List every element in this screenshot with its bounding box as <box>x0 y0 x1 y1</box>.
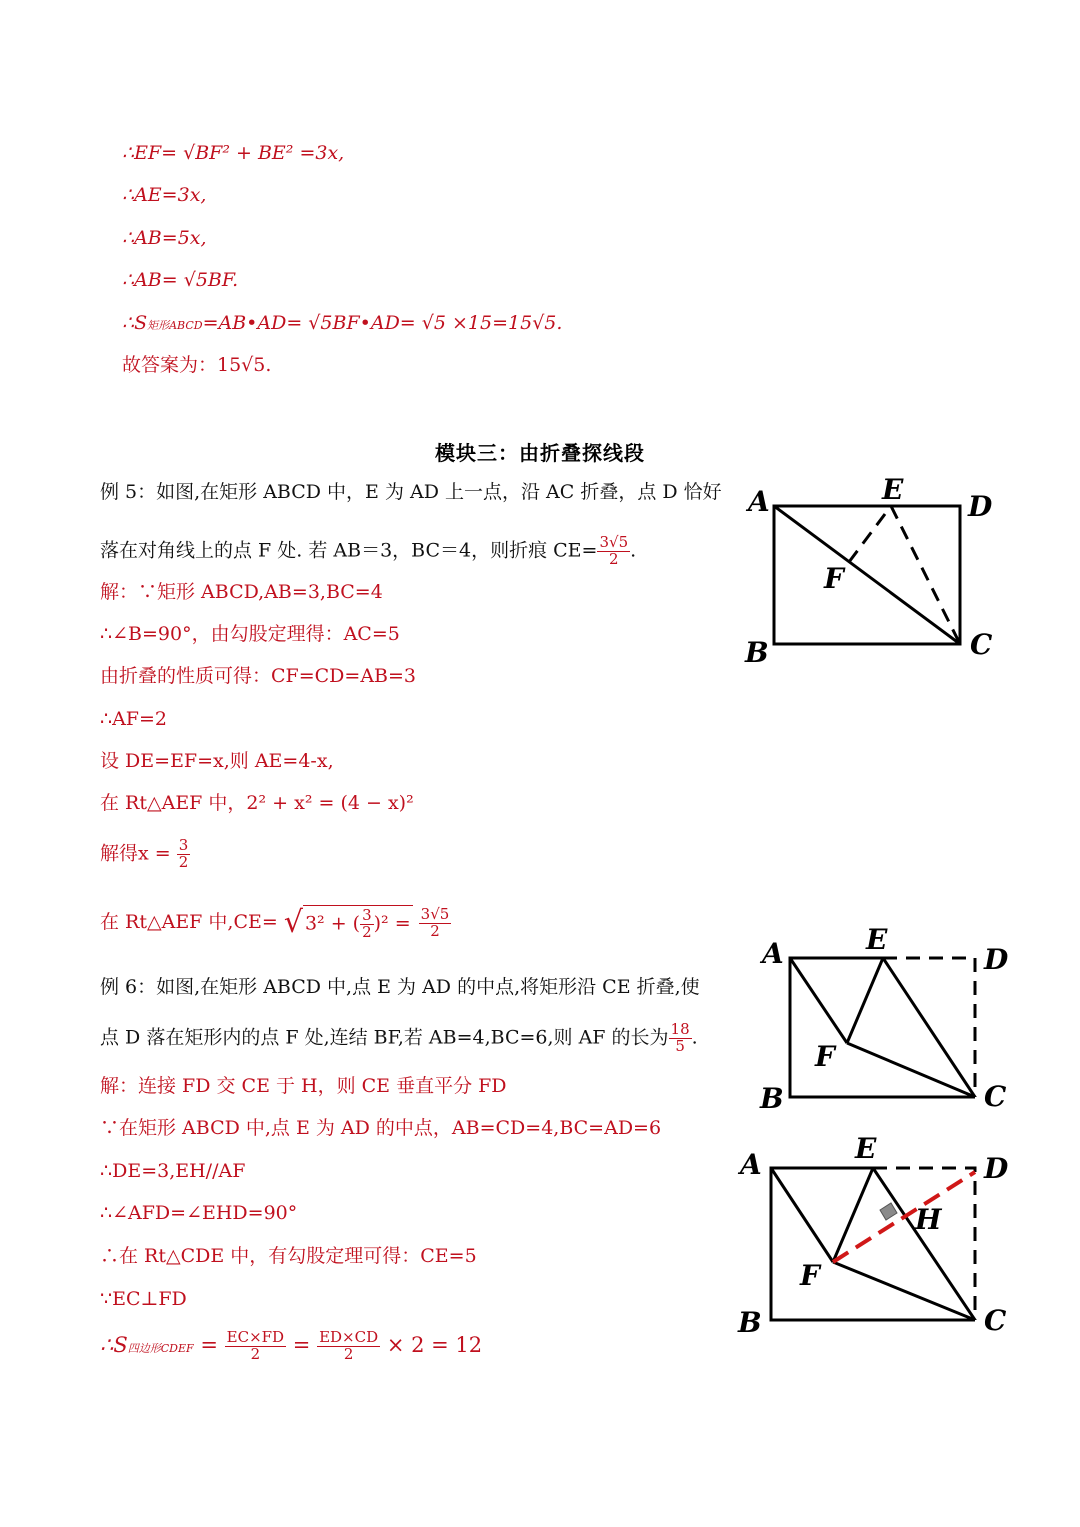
example6-question-line2 <box>100 1022 698 1055</box>
solution-line: 由折叠的性质可得：CF=CD=AB=3 <box>100 665 417 687</box>
fraction-numerator: 3√5 <box>599 533 629 551</box>
solution-line <box>100 838 190 871</box>
fraction-denominator: 2 <box>609 549 619 568</box>
area-subscript: 四边形CDEF <box>127 1341 194 1355</box>
solution-line: ∴∠B=90°，由勾股定理得：AC=5 <box>100 623 400 645</box>
solution-line: 在 Rt△AEF 中，2² + x² = (4 − x)² <box>100 792 414 814</box>
fraction-denominator: 2 <box>178 852 189 871</box>
area-symbol: ∴S <box>122 312 148 334</box>
solution-line: ∴∠AFD=∠EHD=90° <box>100 1202 298 1224</box>
segment-af <box>771 1168 833 1262</box>
area-symbol: ∴S <box>100 1332 128 1357</box>
radical-part: )² = <box>373 912 411 935</box>
segment-fe <box>847 958 883 1043</box>
fraction-numerator: 3 <box>178 836 189 854</box>
question-text: 落在对角线上的点 F 处. 若 AB＝3，BC＝4，则折痕 CE= <box>100 539 598 562</box>
segment-af <box>790 958 847 1043</box>
label-f: F <box>815 1040 835 1073</box>
solution-line: ∴AB= √5BF. <box>122 269 239 291</box>
label-b: B <box>738 1306 762 1339</box>
label-e: E <box>866 923 888 956</box>
fraction-numerator: 3√5 <box>420 904 450 923</box>
label-b: B <box>760 1082 784 1115</box>
solution-line: ∵EC⊥FD <box>100 1288 187 1310</box>
answer-line: 故答案为：15√5. <box>122 354 272 376</box>
question-text: 点 D 落在矩形内的点 F 处,连结 BF,若 AB=4,BC=6,则 AF 的长为 <box>100 1026 669 1049</box>
example6-question-line1: 例 6：如图,在矩形 ABCD 中,点 E 为 AD 的中点,将矩形沿 CE 折叠,使 <box>100 976 700 998</box>
rectangle-solid-sides <box>771 1168 975 1320</box>
section-title: 模块三：由折叠探线段 <box>435 441 645 465</box>
right-angle-mark <box>880 1203 897 1220</box>
area-fraction-2 <box>317 1330 380 1363</box>
example5-figure <box>730 470 1060 670</box>
x-fraction <box>177 838 191 871</box>
radical-sign: √ <box>283 905 303 940</box>
diagonal-ac <box>774 506 960 644</box>
label-f: F <box>800 1259 820 1292</box>
solution-line <box>122 312 562 335</box>
area-fraction-1 <box>225 1330 286 1363</box>
example6-solution-figure <box>735 1130 1025 1340</box>
example5-question-line2 <box>100 535 636 568</box>
solution-line: ∴DE=3,EH//AF <box>100 1160 246 1182</box>
solution-line: ∵在矩形 ABCD 中,点 E 为 AD 的中点，AB=CD=4,BC=AD=6 <box>100 1117 662 1139</box>
fraction-denominator: 2 <box>250 1344 261 1363</box>
label-c: C <box>984 1080 1007 1113</box>
solution-line: ∴AB=5x, <box>122 227 207 249</box>
dashed-ec <box>891 506 960 644</box>
label-a: A <box>762 937 784 970</box>
label-d: D <box>984 1152 1009 1185</box>
equals-sign: = <box>200 1332 218 1357</box>
solution-line: ∴AE=3x, <box>122 184 207 206</box>
dashed-fe <box>849 506 891 562</box>
rectangle-solid-sides <box>790 958 975 1097</box>
solution-line <box>100 1330 482 1363</box>
fraction-numerator: 3 <box>362 906 372 925</box>
solution-line: ∴AF=2 <box>100 708 168 730</box>
radical-body <box>303 905 413 941</box>
label-c: C <box>984 1304 1007 1337</box>
result-fraction <box>419 904 452 940</box>
label-d: D <box>984 943 1009 976</box>
ce-text: 在 Rt△AEF 中,CE= <box>100 911 278 933</box>
radical-part: 3² + ( <box>304 912 361 935</box>
solution-line: ∴EF= √BF² + BE² =3x, <box>122 142 345 164</box>
period: . <box>630 539 637 562</box>
result-text: × 2 = 12 <box>386 1332 483 1357</box>
label-e: E <box>882 473 904 506</box>
fraction-numerator: 18 <box>670 1020 690 1038</box>
solve-text: 解得x = <box>100 842 171 865</box>
area-subscript: 矩形ABCD <box>147 319 203 332</box>
segment-ec <box>873 1168 975 1320</box>
segment-fe <box>833 1168 873 1262</box>
area-expression: =AB•AD= √5BF•AD= √5 ×15=15√5. <box>202 312 563 334</box>
answer-fraction <box>597 535 630 568</box>
answer-fraction <box>669 1022 692 1055</box>
fraction-numerator: ED×CD <box>319 1328 379 1346</box>
label-c: C <box>970 628 993 661</box>
segment-fc <box>833 1262 975 1320</box>
solution-line: 解：连接 FD 交 CE 于 H，则 CE 垂直平分 FD <box>100 1075 507 1097</box>
equals-sign: = <box>292 1332 311 1357</box>
label-a: A <box>748 485 770 518</box>
solution-line: ∴在 Rt△CDE 中，有勾股定理可得：CE=5 <box>100 1245 477 1267</box>
label-e: E <box>855 1132 877 1165</box>
period: . <box>691 1026 698 1049</box>
label-h: H <box>915 1203 942 1236</box>
fraction-denominator: 5 <box>675 1036 685 1055</box>
inner-fraction <box>360 908 374 941</box>
label-f: F <box>824 562 844 595</box>
example5-question-line1: 例 5：如图,在矩形 ABCD 中，E 为 AD 上一点，沿 AC 折叠，点 D 恰好 <box>100 481 722 503</box>
fraction-denominator: 2 <box>343 1344 354 1363</box>
solution-line <box>100 905 451 941</box>
fraction-denominator: 2 <box>430 921 440 940</box>
label-a: A <box>740 1148 762 1181</box>
label-d: D <box>968 490 993 523</box>
solution-line: 设 DE=EF=x,则 AE=4-x, <box>100 750 334 772</box>
example6-figure <box>755 920 1025 1115</box>
fraction-denominator: 2 <box>362 923 372 941</box>
solution-line: 解：∵矩形 ABCD,AB=3,BC=4 <box>100 581 383 603</box>
fold-line-fd <box>833 1172 975 1262</box>
label-b: B <box>745 636 769 669</box>
fraction-numerator: EC×FD <box>226 1328 285 1346</box>
